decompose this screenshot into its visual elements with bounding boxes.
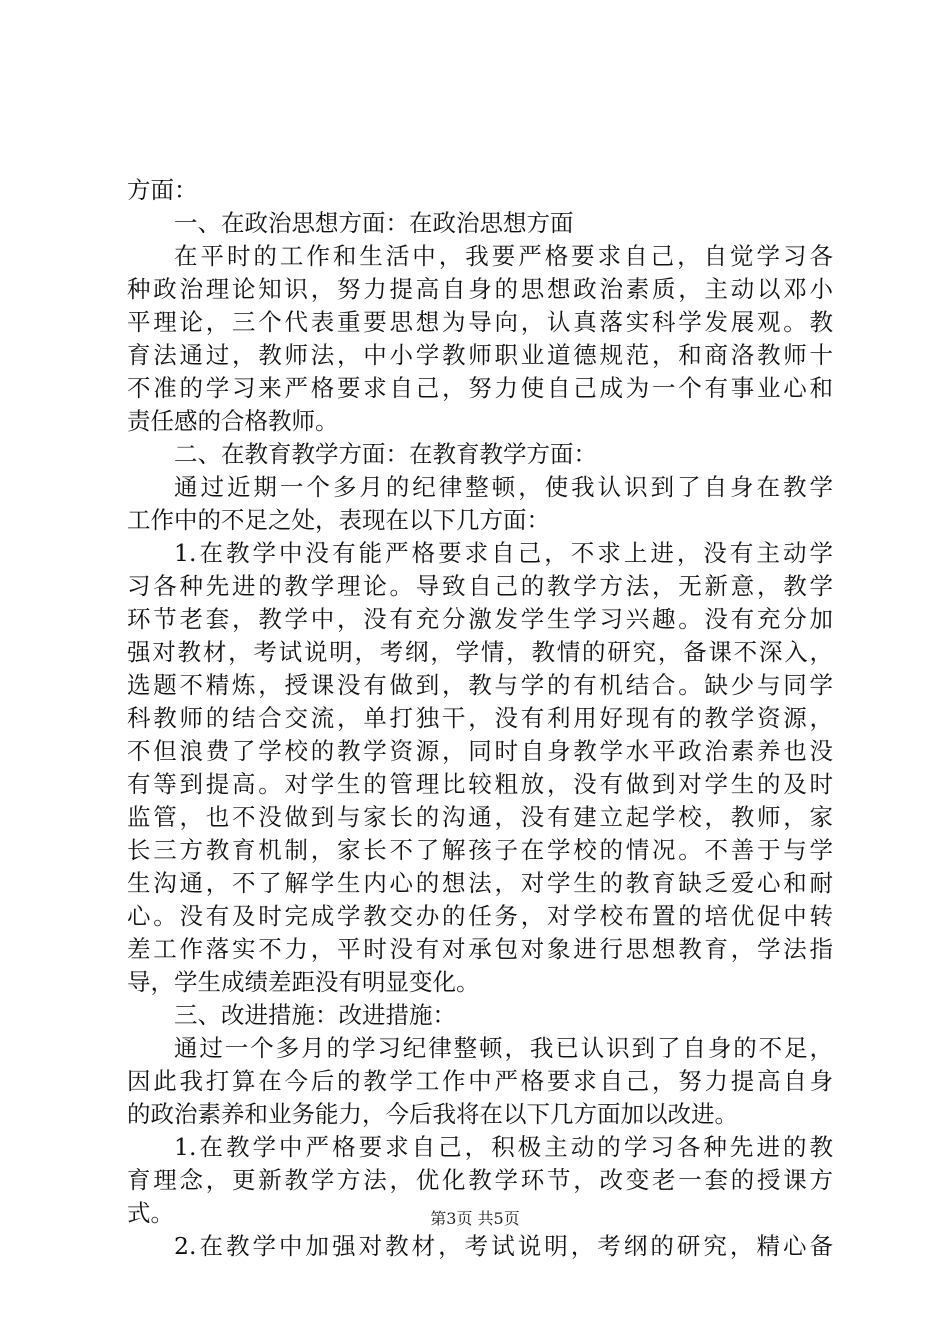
text-line: 方面： — [127, 176, 198, 204]
text-line: 有等到提高。对学生的管理比较粗放，没有做到对学生的及时 — [127, 770, 833, 798]
text-line: 二、在教育教学方面：在教育教学方面： — [174, 440, 597, 468]
text-line: 选题不精炼，授课没有做到，教与学的有机结合。缺少与同学 — [127, 671, 833, 699]
text-line: 1.在教学中没有能严格要求自己，不求上进，没有主动学 — [174, 539, 833, 567]
text-line: 在平时的工作和生活中，我要严格要求自己，自觉学习各 — [174, 242, 833, 270]
text-line: 差工作落实不力，平时没有对承包对象进行思想教育，学法指 — [127, 935, 833, 963]
text-line: 育法通过，教师法，中小学教师职业道德规范，和商洛教师十 — [127, 341, 833, 369]
text-line: 种政治理论知识，努力提高自身的思想政治素质，主动以邓小 — [127, 275, 833, 303]
document-body — [127, 174, 833, 1263]
text-line: 2.在教学中加强对教材，考试说明，考纲的研究，精心备 — [174, 1232, 833, 1260]
page-number-label: 第3页 共5页 — [430, 1209, 520, 1228]
text-line: 环节老套，教学中，没有充分激发学生学习兴趣。没有充分加 — [127, 605, 833, 633]
page-footer — [0, 1209, 950, 1229]
text-line: 科教师的结合交流，单打独干，没有利用好现有的教学资源， — [127, 704, 833, 732]
text-line: 责任感的合格教师。 — [127, 407, 339, 435]
text-line: 三、改进措施：改进措施： — [174, 1001, 456, 1029]
text-line: 导，学生成绩差距没有明显变化。 — [127, 968, 480, 996]
text-line: 通过近期一个多月的纪律整顿，使我认识到了自身在教学 — [174, 473, 833, 501]
text-line: 不准的学习来严格要求自己，努力使自己成为一个有事业心和 — [127, 374, 833, 402]
text-line: 工作中的不足之处，表现在以下几方面： — [127, 506, 550, 534]
text-line: 一、在政治思想方面：在政治思想方面 — [174, 209, 574, 237]
text-line: 育理念，更新教学方法，优化教学环节，改变老一套的授课方 — [127, 1166, 833, 1194]
text-line: 平理论，三个代表重要思想为导向，认真落实科学发展观。教 — [127, 308, 833, 336]
text-line: 因此我打算在今后的教学工作中严格要求自己，努力提高自身 — [127, 1067, 833, 1095]
text-line: 强对教材，考试说明，考纲，学情，教情的研究，备课不深入， — [127, 638, 833, 666]
text-line: 生沟通，不了解学生内心的想法，对学生的教育缺乏爱心和耐 — [127, 869, 833, 897]
text-line: 监管，也不没做到与家长的沟通，没有建立起学校，教师，家 — [127, 803, 833, 831]
text-line: 心。没有及时完成学教交办的任务，对学校布置的培优促中转 — [127, 902, 833, 930]
text-line: 的政治素养和业务能力，今后我将在以下几方面加以改进。 — [127, 1100, 738, 1128]
text-line: 习各种先进的教学理论。导致自己的教学方法，无新意，教学 — [127, 572, 833, 600]
text-line: 不但浪费了学校的教学资源，同时自身教学水平政治素养也没 — [127, 737, 833, 765]
text-line: 式。 — [127, 1199, 174, 1227]
text-line: 1.在教学中严格要求自己，积极主动的学习各种先进的教 — [174, 1133, 833, 1161]
text-line: 长三方教育机制，家长不了解孩子在学校的情况。不善于与学 — [127, 836, 833, 864]
text-line: 通过一个多月的学习纪律整顿，我已认识到了自身的不足， — [174, 1034, 833, 1062]
